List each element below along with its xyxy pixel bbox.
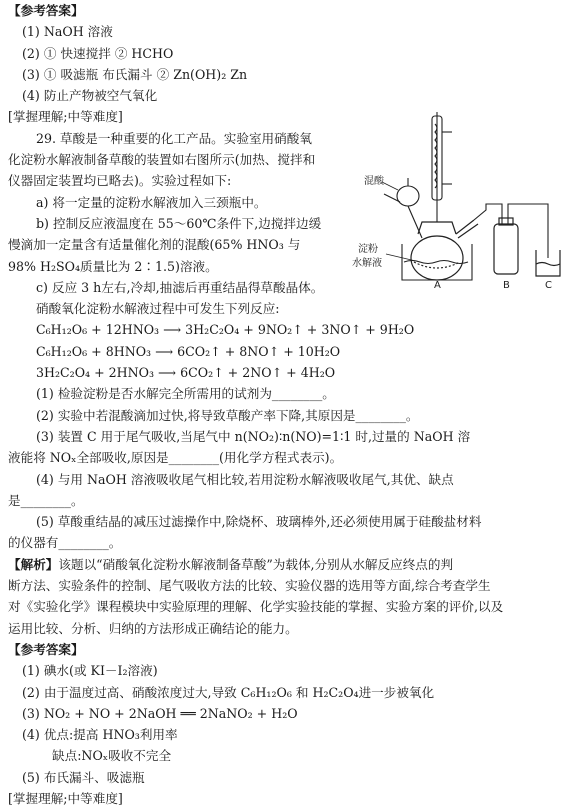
label-mixed-acid: 混酸 xyxy=(364,176,384,187)
reaction-equation: 3H₂C₂O₄ + 2HNO₃ ⟶ 6CO₂↑ + 2NO↑ + 4H₂O xyxy=(36,365,336,381)
answer-line: (2) ① 快速搅拌 ② HCHO xyxy=(22,45,174,61)
reaction-equation: C₆H₁₂O₆ + 8HNO₃ ⟶ 6CO₂↑ + 8NO↑ + 10H₂O xyxy=(36,343,341,359)
analysis-text: 对《实验化学》课程模块中实验原理的理解、化学实验技能的掌握、实验方案的评价,以及 xyxy=(8,599,504,615)
bottle-b xyxy=(494,218,518,274)
label-b: B xyxy=(503,280,510,288)
apparatus-diagram xyxy=(336,112,562,288)
question-text: 慢滴加一定量含有适量催化剂的混酸(65% HNO₃ 与 xyxy=(8,237,301,253)
analysis-text: 断方法、实验条件的控制、尾气吸收方法的比较、实验仪器的选用等方面,综合考查学生 xyxy=(8,578,491,594)
question-text: 硝酸氧化淀粉水解液过程中可发生下列反应: xyxy=(36,301,280,317)
analysis-text: 运用比较、分析、归纳的方法形成正确结论的能力。 xyxy=(8,620,298,636)
question-text: 29. 草酸是一种重要的化工产品。实验室用硝酸氧 xyxy=(36,130,312,146)
subquestion: (1) 检验淀粉是否水解完全所需用的试剂为________。 xyxy=(36,386,335,402)
three-neck-flask xyxy=(411,220,478,280)
answer-line: (2) 由于温度过高、硝酸浓度过大,导致 C₆H₁₂O₆ 和 H₂C₂O₄进一步被氧化 xyxy=(22,684,435,700)
answer-line: (4) 防止产物被空气氧化 xyxy=(22,88,158,104)
dropping-funnel xyxy=(384,178,422,238)
condenser xyxy=(432,112,452,222)
question-text: b) 控制反应液温度在 55～60℃条件下,边搅拌边缓 xyxy=(36,215,322,231)
label-hydrolysate: 水解液 xyxy=(352,258,382,269)
analysis-text: 该题以“硝酸氧化淀粉水解液制备草酸”为载体,分别从水解反应终点的判 xyxy=(58,556,454,572)
question-text: a) 将一定量的淀粉水解液加入三颈瓶中。 xyxy=(36,194,267,210)
question-text: c) 反应 3 h左右,冷却,抽滤后再重结晶得草酸晶体。 xyxy=(36,279,324,295)
label-c: C xyxy=(545,280,552,288)
mastery-note: [掌握理解;中等难度] xyxy=(8,109,123,125)
label-starch: 淀粉 xyxy=(358,244,378,255)
question-text: 化淀粉水解液制备草酸的装置如右图所示(加热、搅拌和 xyxy=(8,152,316,168)
reaction-equation: C₆H₁₂O₆ + 12HNO₃ ⟶ 3H₂C₂O₄ + 9NO₂↑ + 3NO↑ + 9H₂O xyxy=(36,322,415,338)
subquestion: (3) 装置 C 用于尾气吸收,当尾气中 n(NO₂)∶n(NO)=1∶1 时,过量的 NaOH 溶 xyxy=(36,428,471,444)
answer-line: (4) 优点:提高 HNO₃利用率 xyxy=(22,727,178,743)
answer-line: (3) ① 吸滤瓶 布氏漏斗 ② Zn(OH)₂ Zn xyxy=(22,66,248,82)
answer-line: (1) NaOH 溶液 xyxy=(22,24,113,40)
subquestion: (2) 实验中若混酸滴加过快,将导致草酸产率下降,其原因是________。 xyxy=(36,407,419,423)
question-text: 98% H₂SO₄质量比为 2∶1.5)溶液。 xyxy=(8,258,218,274)
subquestion: 的仪器有________。 xyxy=(8,535,122,551)
connecting-tube xyxy=(474,204,548,258)
mastery-note: [掌握理解;中等难度] xyxy=(8,790,123,806)
subquestion: 是________。 xyxy=(8,492,84,508)
answer-heading: 【参考答案】 xyxy=(8,641,84,657)
analysis-paragraph xyxy=(8,554,564,575)
subquestion: (5) 草酸重结晶的减压过滤操作中,除烧杯、玻璃棒外,还必须使用属于硅酸盐材料 xyxy=(36,514,482,530)
analysis-tag: 【解析】 xyxy=(8,556,59,572)
answer-line: (1) 碘水(或 KI－I₂溶液) xyxy=(22,663,158,679)
subquestion: 液能将 NOₓ全部吸收,原因是________(用化学方程式表示)。 xyxy=(8,450,343,466)
answer-line: (3) NO₂ + NO + 2NaOH ══ 2NaNO₂ + H₂O xyxy=(22,705,298,721)
label-a: A xyxy=(434,280,441,288)
question-text: 仪器固定装置均已略去)。实验过程如下: xyxy=(8,173,232,189)
answer-line: 缺点:NOₓ吸收不完全 xyxy=(52,748,172,764)
answer-heading: 【参考答案】 xyxy=(8,3,84,18)
subquestion: (4) 与用 NaOH 溶液吸收尾气相比较,若用淀粉水解液吸收尾气,其优、缺点 xyxy=(36,471,454,487)
answer-line: (5) 布氏漏斗、吸滤瓶 xyxy=(22,769,145,785)
